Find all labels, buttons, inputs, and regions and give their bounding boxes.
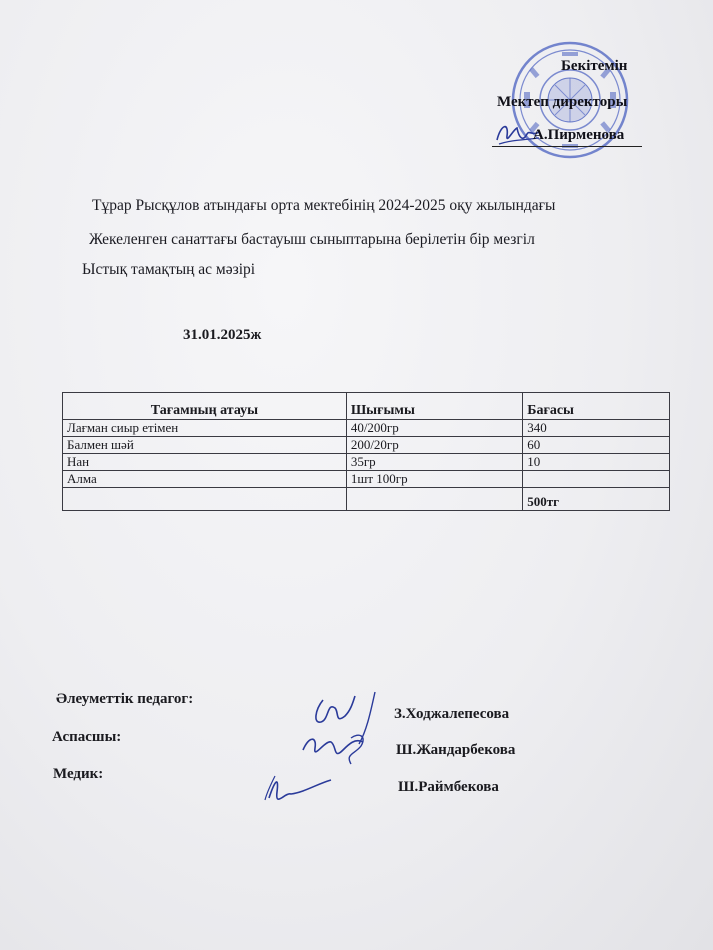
dish-name: Балмен шәй xyxy=(63,437,347,454)
dish-price: 340 xyxy=(523,420,670,437)
approval-position: Мектеп директоры xyxy=(497,94,628,110)
handwritten-signatures xyxy=(255,680,405,820)
total-empty-cell xyxy=(346,488,522,511)
header-price: Бағасы xyxy=(523,393,670,420)
dish-yield: 200/20гр xyxy=(346,437,522,454)
menu-date: 31.01.2025ж xyxy=(183,327,262,343)
header-yield: Шығымы xyxy=(346,393,522,420)
table-row xyxy=(63,420,670,437)
dish-yield: 1шт 100гр xyxy=(346,471,522,488)
approval-word: Бекітемін xyxy=(561,58,628,74)
total-empty-cell xyxy=(63,488,347,511)
dish-yield: 35гр xyxy=(346,454,522,471)
table-total-row xyxy=(63,488,670,511)
dish-price: 10 xyxy=(523,454,670,471)
dish-yield: 40/200гр xyxy=(346,420,522,437)
header-dish-name: Тағамның атауы xyxy=(63,393,347,420)
menu-table xyxy=(62,392,670,511)
total-price: 500тг xyxy=(523,488,670,511)
dish-price xyxy=(523,471,670,488)
person-cook: Ш.Жандарбекова xyxy=(396,742,516,758)
person-social-pedagogue: З.Ходжалепесова xyxy=(394,706,510,722)
dish-name: Алма xyxy=(63,471,347,488)
role-cook: Аспаcшы: xyxy=(52,729,122,745)
table-row xyxy=(63,454,670,471)
dish-name: Нан xyxy=(63,454,347,471)
dish-price: 60 xyxy=(523,437,670,454)
dish-name: Лағман сиыр етімен xyxy=(63,420,347,437)
table-row xyxy=(63,471,670,488)
table-row xyxy=(63,437,670,454)
table-header-row xyxy=(63,393,670,420)
heading-line-2: Жекеленген санаттағы бастауыш сыныптарына берілетін бір мезгіл xyxy=(89,231,535,248)
role-medic: Медик: xyxy=(53,766,104,782)
role-social-pedagogue: Әлеуметтік педагог: xyxy=(56,691,194,707)
signature-line xyxy=(492,146,642,147)
person-medic: Ш.Раймбекова xyxy=(398,779,499,795)
heading-line-1: Тұрар Рысқұлов атындағы орта мектебінің 2024-2025 оқу жылындағы xyxy=(92,197,556,214)
heading-line-3: Ыстық тамақтың ас мәзірі xyxy=(82,261,256,278)
director-name: А.Пирменова xyxy=(533,127,625,143)
